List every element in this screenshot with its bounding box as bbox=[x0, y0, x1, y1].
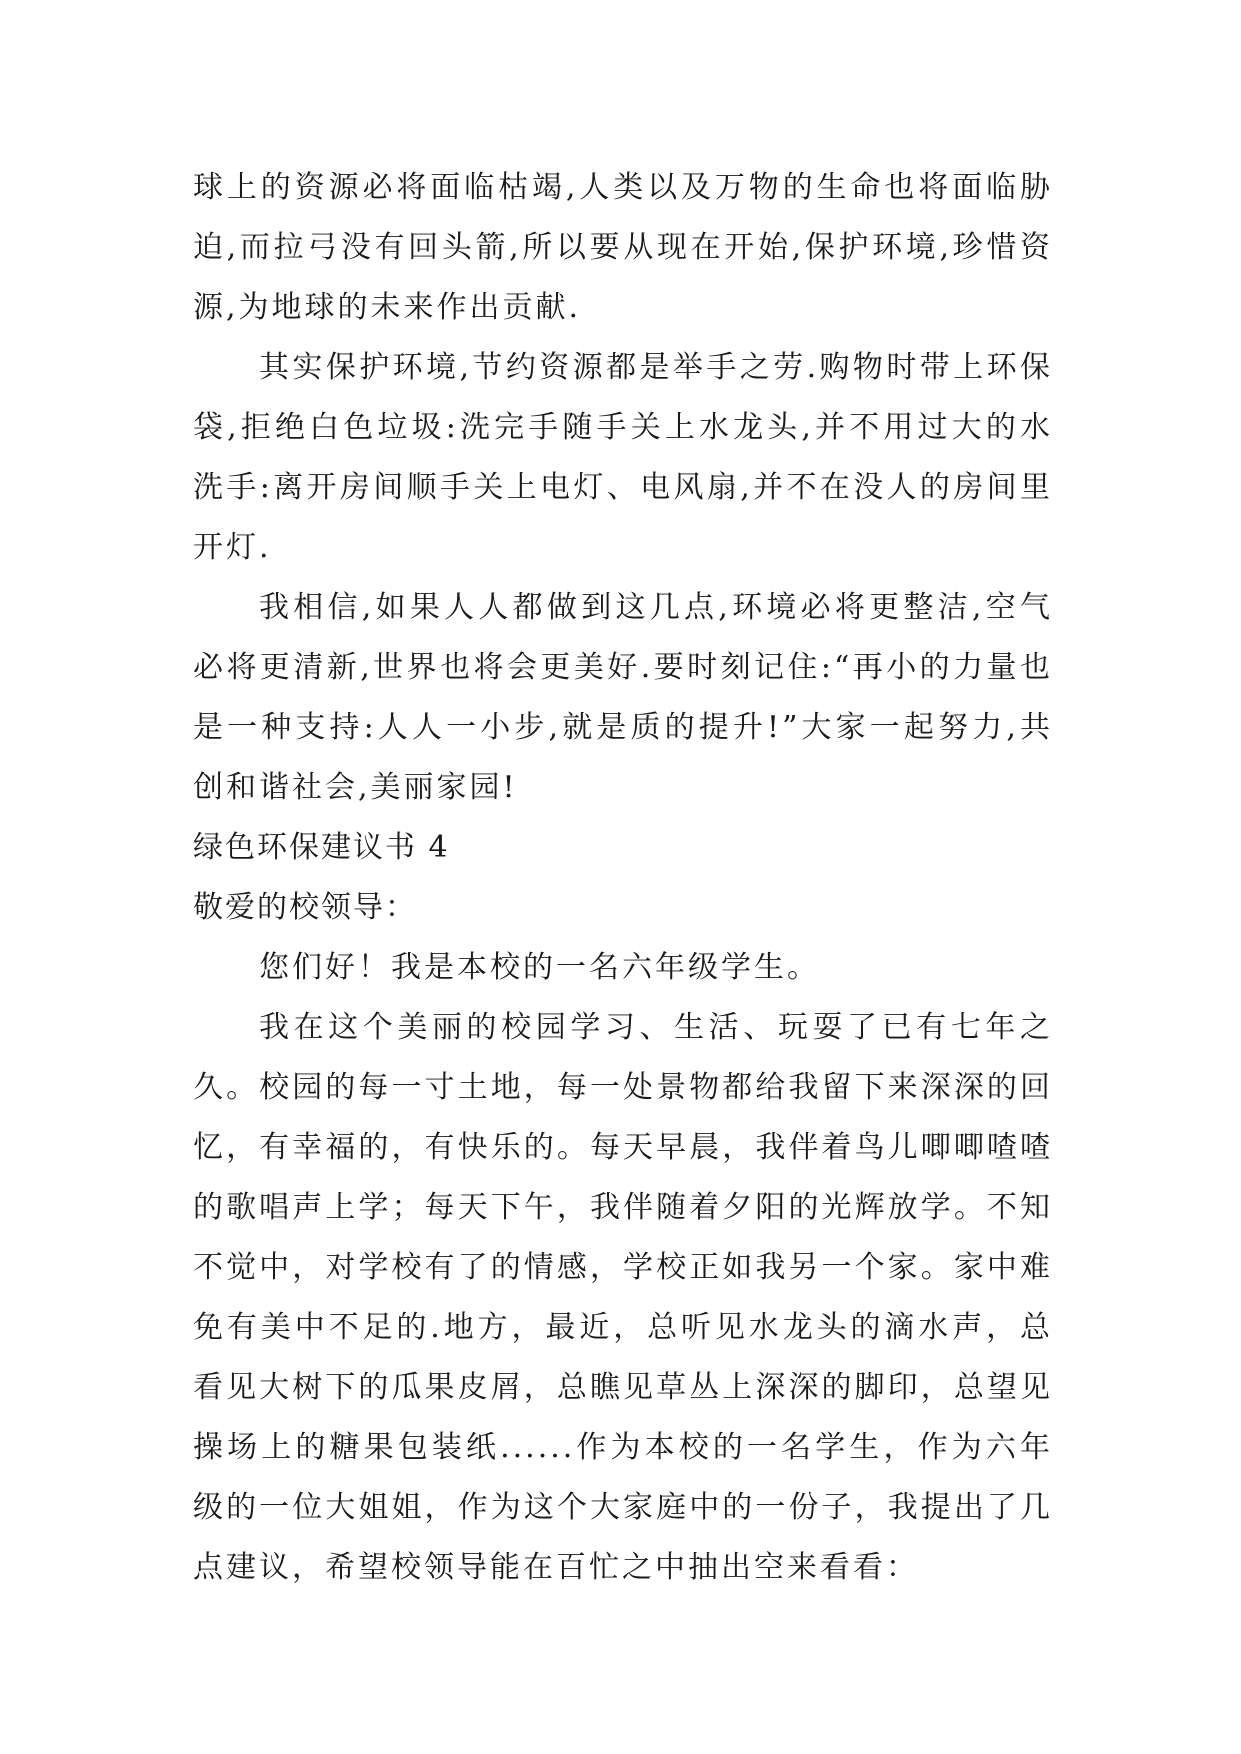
letter-salutation: 敬爱的校领导： bbox=[193, 890, 417, 925]
paragraph-belief: 我相信,如果人人都做到这几点,环境必将更整洁,空气必将更清新,世界也将会更美好.要时刻记住:“再小的力量也是一种支持:人人一小步,就是质的提升!”大家一起努力,共创和谐社会,美丽家园! bbox=[193, 590, 1053, 805]
paragraph-resources: 球上的资源必将面临枯竭,人类以及万物的生命也将面临胁迫,而拉弓没有回头箭,所以要从现在开始,保护环境,珍惜资源,为地球的未来作出贡献. bbox=[193, 170, 1053, 325]
letter-body: 我在这个美丽的校园学习、生活、玩耍了已有七年之久。校园的每一寸土地，每一处景物都给我留下来深深的回忆，有幸福的，有快乐的。每天早晨，我伴着鸟儿唧唧喳喳的歌唱声上学；每天下午，我伴随着夕阳的光辉放学。不知不觉中，对学校有了的情感，学校正如我另一个家。家中难免有美中不足的.地方，最近，总听见水龙头的滴水声，总看见大树下的瓜果皮屑，总瞧见草丛上深深的脚印，总望见操场上的糖果包装纸......作为本校的一名学生，作为六年级的一位大姐姐，作为这个大家庭中的一份子，我提出了几点建议，希望校领导能在百忙之中抽出空来看看： bbox=[193, 1010, 1053, 1585]
paragraph-small-actions: 其实保护环境,节约资源都是举手之劳.购物时带上环保袋,拒绝白色垃圾:洗完手随手关上水龙头,并不用过大的水洗手:离开房间顺手关上电灯、电风扇,并不在没人的房间里开灯. bbox=[193, 350, 1053, 565]
letter-greeting: 您们好！我是本校的一名六年级学生。 bbox=[259, 950, 820, 985]
document-page bbox=[193, 158, 1053, 1598]
section-title: 绿色环保建议书 4 bbox=[193, 830, 450, 865]
